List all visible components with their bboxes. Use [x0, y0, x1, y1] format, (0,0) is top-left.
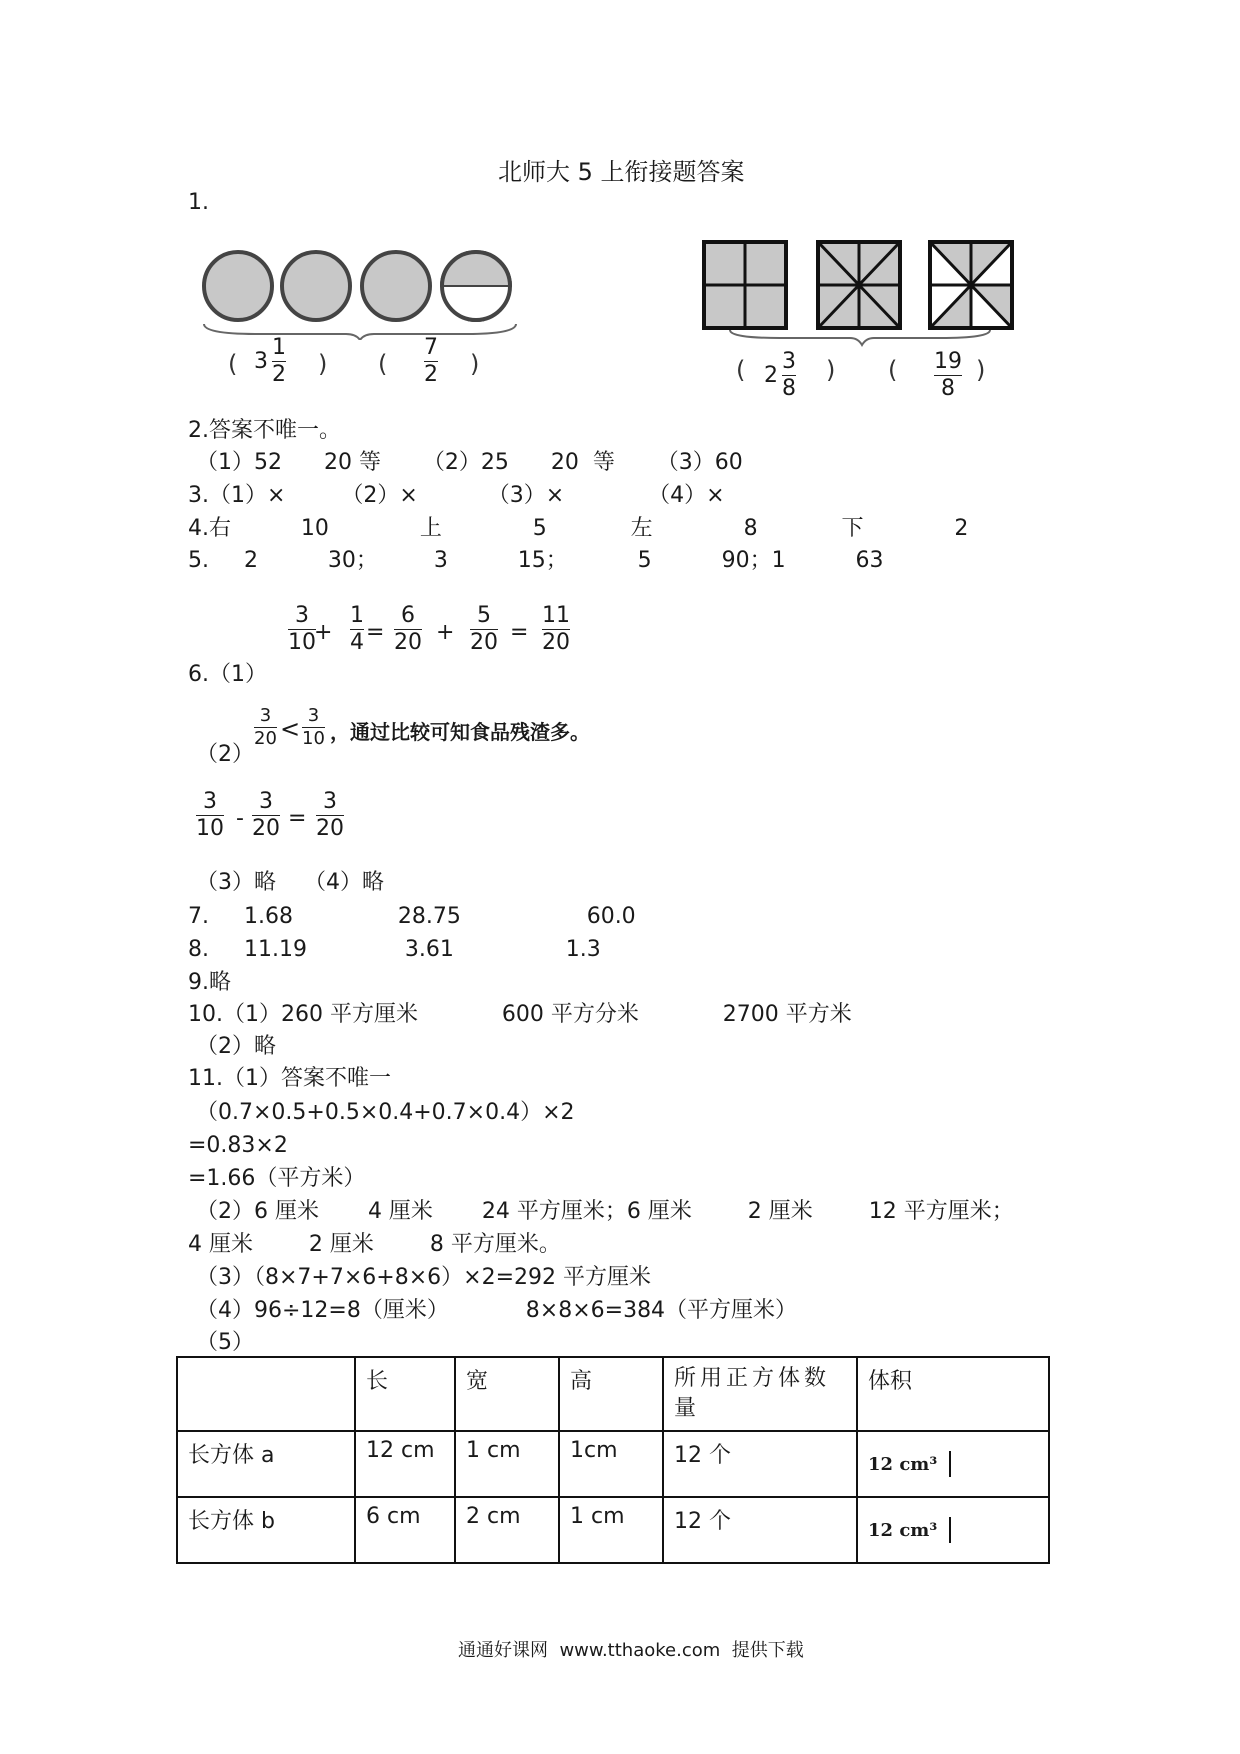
line-q2-answers: （1）52 20 等 （2）25 20 等 （3）60 [196, 450, 743, 475]
denominator: 8 [782, 376, 796, 401]
numerator: 6 [401, 603, 415, 628]
question-1-number: 1. [188, 190, 209, 215]
eq5-fraction-4 [470, 604, 498, 655]
line-q11g: （4）96÷12=8（厘米） 8×8×6=384（平方厘米） [196, 1298, 798, 1323]
eq5-fraction-2 [350, 604, 364, 655]
page-title: 北师大 5 上衔接题答案 [498, 158, 745, 186]
numerator: 1 [272, 335, 286, 360]
line-q6: 6.（1） [188, 662, 267, 687]
table-cell: 12 cm [355, 1431, 455, 1497]
line-q2: 2.答案不唯一。 [188, 418, 341, 443]
paren-close: ) [826, 356, 836, 384]
line-q11h: （5） [196, 1330, 254, 1355]
half-circle-mask [440, 287, 512, 321]
header-cell [177, 1357, 355, 1431]
table-header-row [177, 1357, 1049, 1431]
line-q11a: （0.7×0.5+0.5×0.4+0.7×0.4）×2 [196, 1100, 575, 1125]
volume-value: 12 cm³ [868, 1454, 938, 1475]
line-q6-2: （2） [196, 742, 254, 767]
table-cell: 长方体 b [177, 1497, 355, 1563]
table-cell: 1 cm [559, 1497, 663, 1563]
denominator: 10 [288, 630, 316, 655]
line-q8: 8. 11.19 3.61 1.3 [188, 937, 601, 962]
eq5-op-equals: = [510, 620, 529, 645]
line-q11: 11.（1）答案不唯一 [188, 1066, 391, 1091]
eq6b-op-equals: = [288, 806, 307, 831]
table-row [177, 1431, 1049, 1497]
q6-note: ，通过比较可知食品残渣多。 [330, 720, 590, 744]
line-q11b: =0.83×2 [188, 1133, 288, 1158]
line-q5: 5. 2 30； 3 15； 5 90；1 63 [188, 548, 884, 573]
eq5-fraction-1 [288, 604, 316, 655]
table-cell: 12 个 [663, 1431, 857, 1497]
denominator: 4 [350, 630, 364, 655]
header-cell: 高 [559, 1357, 663, 1431]
numerator: 3 [323, 789, 337, 814]
page-footer: 通通好课网 www.tthaoke.com 提供下载 [458, 1640, 804, 1661]
line-q4: 4.右 10 上 5 左 8 下 2 [188, 516, 969, 541]
header-cell: 长 [355, 1357, 455, 1431]
denominator: 10 [196, 816, 224, 841]
fraction [272, 336, 286, 387]
header-cell: 体积 [857, 1357, 1049, 1431]
half-circle-fill [442, 252, 510, 286]
eq5-op-plus: + [436, 620, 455, 645]
eq6b-fraction-2 [252, 790, 280, 841]
table-cell: 12 个 [663, 1497, 857, 1563]
denominator: 20 [316, 816, 344, 841]
paren-close: ) [470, 350, 480, 378]
circle-3 [362, 252, 430, 320]
numerator: 3 [203, 789, 217, 814]
paren-open: ( [228, 350, 238, 378]
squares-figure [700, 238, 1020, 348]
denominator: 20 [470, 630, 498, 655]
denominator: 2 [424, 362, 438, 387]
line-q11f: （3）（8×7+7×6+8×6）×2=292 平方厘米 [196, 1265, 651, 1290]
denominator: 20 [254, 728, 277, 749]
numerator: 3 [782, 349, 796, 374]
numerator: 1 [350, 603, 364, 628]
paren-open: ( [888, 356, 898, 384]
eq5-fraction-3 [394, 604, 422, 655]
numerator: 3 [259, 789, 273, 814]
paren-open: ( [378, 350, 388, 378]
table-row [177, 1497, 1049, 1563]
numerator: 19 [934, 349, 962, 374]
numerator: 5 [477, 603, 491, 628]
line-q9: 9.略 [188, 970, 231, 995]
eq5-op-plus: + [314, 620, 333, 645]
eq6-fraction-2 [302, 706, 325, 749]
line-q7: 7. 1.68 28.75 60.0 [188, 904, 636, 929]
line-q6-34: （3）略 （4）略 [196, 870, 384, 895]
fraction-squares-improper [934, 350, 962, 401]
numerator: 3 [295, 603, 309, 628]
table-cell-volume [857, 1431, 1049, 1497]
whole-part: 2 [764, 363, 778, 388]
numerator: 7 [424, 335, 438, 360]
paren-close: ) [976, 356, 986, 384]
squares-brace [730, 330, 990, 345]
mixed-number-circles [254, 336, 286, 387]
table-cell-volume [857, 1497, 1049, 1563]
volume-table [176, 1356, 1050, 1564]
eq6-op-less: < [280, 715, 301, 743]
denominator: 8 [941, 376, 955, 401]
circle-1 [204, 252, 272, 320]
table-cell: 长方体 a [177, 1431, 355, 1497]
text-cursor [949, 1517, 951, 1543]
table-cell: 2 cm [455, 1497, 559, 1563]
eq6b-fraction-1 [196, 790, 224, 841]
numerator: 3 [259, 705, 272, 726]
eq6-fraction-1 [254, 706, 277, 749]
numerator: 3 [307, 705, 320, 726]
paren-open: ( [736, 356, 746, 384]
table-cell: 1 cm [455, 1431, 559, 1497]
mixed-number-squares [764, 350, 796, 401]
eq6b-op-minus: - [236, 806, 244, 831]
fraction [782, 350, 796, 401]
denominator: 20 [252, 816, 280, 841]
line-q11e: 4 厘米 2 厘米 8 平方厘米。 [188, 1232, 561, 1257]
denominator: 2 [272, 362, 286, 387]
denominator: 20 [394, 630, 422, 655]
circles-figure [196, 240, 526, 340]
numerator: 11 [542, 603, 570, 628]
denominator: 10 [302, 728, 325, 749]
circles-brace [204, 324, 516, 340]
header-cell: 所用正方体数量 [663, 1357, 857, 1431]
eq6b-fraction-3 [316, 790, 344, 841]
line-q10: 10.（1）260 平方厘米 600 平方分米 2700 平方米 [188, 1002, 852, 1027]
line-q10b: （2）略 [196, 1034, 276, 1059]
line-q3: 3.（1）× （2）× （3）× （4）× [188, 483, 725, 508]
circle-2 [282, 252, 350, 320]
paren-close: ) [318, 350, 328, 378]
line-q11c: =1.66（平方米） [188, 1166, 366, 1191]
text-cursor [949, 1451, 951, 1477]
line-q11d: （2）6 厘米 4 厘米 24 平方厘米；6 厘米 2 厘米 12 平方厘米； [196, 1199, 1014, 1224]
whole-part: 3 [254, 349, 268, 374]
denominator: 20 [542, 630, 570, 655]
fraction-circles-improper [424, 336, 438, 387]
table-cell: 6 cm [355, 1497, 455, 1563]
volume-value: 12 cm³ [868, 1520, 938, 1541]
eq5-fraction-5 [542, 604, 570, 655]
eq5-op-equals: = [366, 620, 385, 645]
table-cell: 1cm [559, 1431, 663, 1497]
header-cell: 宽 [455, 1357, 559, 1431]
